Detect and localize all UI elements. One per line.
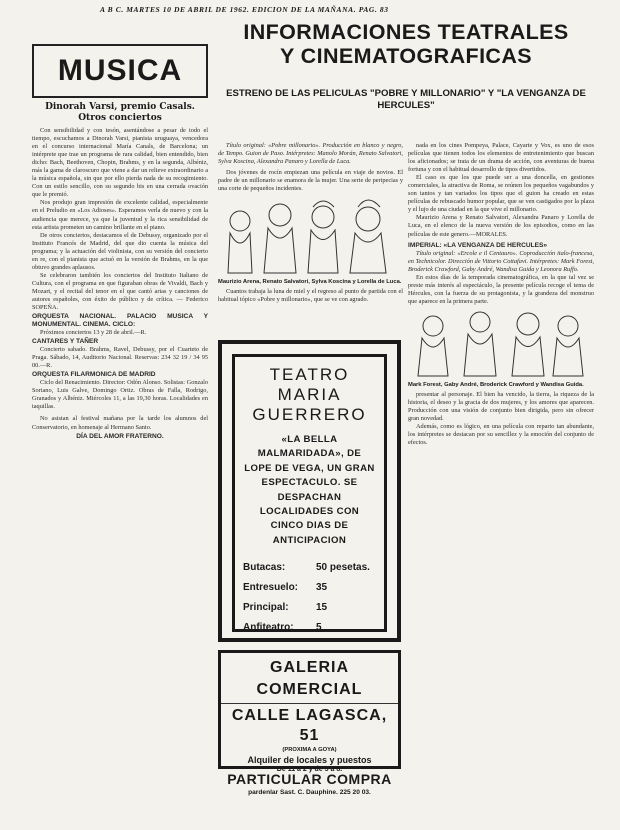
concert-heading: ORQUESTA NACIONAL. PALACIO MUSICA Y MONUMENTAL. CINEMA. CICLO: [32, 313, 208, 329]
concert-text: Ciclo del Renacimiento. Director: Odón Alonso. Solistas: Gonzalo Soriano, Luis Galve, Domingo Ortiz. Obras de Falla, Rodrigo, Granados y Albéniz. Miércoles 11, a las 19,30 horas. Localidades en taquillas. [32, 379, 208, 411]
price-row [243, 598, 376, 618]
page-header: A B C. MARTES 10 DE ABRIL DE 1962. EDICION DE LA MAÑANA. PAG. 83 [100, 5, 389, 14]
concert-text: Concierto sabado. Brahms, Ravel, Debussy, por el Cuarteto de Praga. Sábado, 14, Auditorio Nacional. Reservas: 234 32 19 / 34 95 00.—R. [32, 346, 208, 370]
film-intro-text: Dos jóvenes de rocín empiezan una película en viaje de novios. El padre de un millonario se enamora de la mujer. Una serie de peripecias y una corte de pequeños incidentes. [218, 169, 403, 193]
music-paragraph: De otros conciertos, destacamos el de Debussy, organizado por el Instituto Francés de Madrid, del que dio cuenta la música del programa; y la actuación del violinista, con su versión del concierto en re, con el pianista que actuó en la versión de Brahms, en la que obtuvo grandes aplausos. [32, 231, 208, 271]
price-label: Butacas: [243, 562, 286, 574]
price-label: Entresuelo: [243, 582, 299, 594]
hercules-sketch [408, 306, 594, 378]
headline-line: INFORMACIONES TEATRALES [243, 20, 569, 44]
film-after-text: Cuantos trabaja la luna de miel y el regreso al punto de partida con el habitual tópico «Pobre y millonario», que se ve con agrado. [218, 288, 403, 304]
headline-line: Y CINEMATOGRAFICAS [279, 44, 533, 68]
divider [221, 703, 398, 704]
imperial-heading: IMPERIAL: «LA VENGANZA DE HERCULES» [408, 241, 548, 249]
galeria-advert [218, 650, 401, 773]
right-paragraph: Maurizio Arena y Renato Salvatori, Alexandra Panaro y Lorella de Luca, en el elenco de la nueva versión de los episodios, como en las películas de este genero.—MORALES. [408, 214, 594, 238]
galeria-address: CALLE LAGASCA, 51 [231, 707, 388, 744]
imperial-credits: Título original: «Ercole e il Centauro». Coproducción italo-francesa, en Technicolor. Dirección de Vittorio Cottafavi. Intérpretes: Mark Forest, Broderick Crawford, Gaby André, Wandisa Guida y Leonora Ruffo. [408, 249, 594, 273]
article-subtitle: ESTRENO DE LAS PELICULAS "POBRE Y MILLONARIO" Y "LA VENGANZA DE HERCULES" [226, 88, 586, 111]
film-after [218, 288, 403, 304]
price-label: Anfiteatro: [243, 622, 294, 634]
price-value: 35 [316, 582, 328, 594]
film-credits [218, 142, 403, 166]
music-paragraph: Nos produjo gran impresión de excelente calidad, especialmente en el Preludio en «Los Adioses». Esperamos verla de nuevo y con la audiencia que merece, ya que la juventud y la rica sensibilidad de esta artista prometen un camino brillante en el piano. [32, 199, 208, 231]
price-value: 15 [316, 602, 328, 614]
film-credits-text: Título original: «Pobre millonario». Producción en blanco y negro, de Tempo. Guion de Paso. Intérpretes: Manolo Morán, Renato Salvatori, Sylva Koscina, Alexandra Panaro y Lorella de Luca. [218, 142, 403, 166]
right-paragraph: En estos días de la temporada cinematográfica, en la que tal vez se preste más interés al espectáculo, la presente película recoge el tema de Hércules, con la fuerza de su protagonista, y la grandeza del monstruo que aparece en la primera parte. [408, 273, 594, 305]
right-paragraph: Además, como es lógico, en una película con reparto tan abundante, los intérpretes se destacan por su sencillez y la emoción del conjunto de efectos. [408, 423, 594, 447]
music-article [32, 127, 208, 441]
teatro-advert-inner [232, 354, 387, 632]
teatro-advert [218, 340, 401, 642]
theatre-name [243, 365, 376, 425]
galeria-title: GALERIA COMERCIAL [256, 659, 363, 698]
actors-sketch [218, 193, 403, 275]
price-row [243, 618, 376, 638]
concert-heading: ORQUESTA FILARMONICA DE MADRID [32, 371, 156, 379]
right-article [408, 142, 594, 306]
galeria-location-note: (PROXIMA A GOYA) [282, 747, 337, 753]
concert-heading: CANTARES Y TAÑER [32, 338, 99, 346]
concert-text: Próximos conciertos 13 y 28 de abril.—R. [40, 329, 147, 337]
section-headline [218, 20, 594, 68]
right-paragraph: nada en los cines Pompeya, Palace, Cayarte y Vox, es uno de esos películas que tienen todos los elementos de entretenimiento que buscan los aficionados; se trata de un drama de acción, con aventuras de buena fortuna y con el habitual desarrollo de tipos divertidos. [408, 142, 594, 174]
galeria-offer: Alquiler de locales y puestos [247, 755, 372, 765]
music-section-title: MUSICA [57, 54, 183, 87]
music-paragraph: Se celebraron también los conciertos del Instituto Italiano de Cultura, con el programa en que figuraban obras de Vivaldi, Bach y Mozart, y el recital del tenor en el que cantó arias y canciones de autores españoles, con éxito de público y de crítica. — Federico SOPEÑA. [32, 271, 208, 312]
music-subtitle: Dinorah Varsi, premio Casals. Otros conciertos [45, 102, 195, 123]
price-row [243, 578, 376, 598]
galeria-hours: De 11 a 2 y de 5 a 8. [276, 766, 343, 773]
right-review-column [408, 142, 594, 447]
theatre-name-line: MARIA GUERRERO [252, 385, 367, 424]
particular-title: PARTICULAR COMPRA [227, 771, 392, 787]
sketch-caption: Maurizio Arena, Renato Salvatori, Sylva Koscina y Lorella de Luca. [218, 279, 402, 286]
music-column [32, 44, 208, 441]
price-row [243, 558, 376, 578]
closing-note: No asistan al festival mañana por la tarde los alumnos del Conservatorio, en homenaje al Hermano Santo. [32, 415, 208, 431]
particular-text: pardenlar Sast. C. Dauphine. 225 20 03. [248, 789, 371, 796]
price-label: Principal: [243, 602, 289, 614]
price-value: 50 pesetas. [316, 562, 370, 574]
right-article-cont [408, 391, 594, 447]
right-paragraph: El caso es que los que puede ser a una doncella, en gestiones comerciales, la atractiva de Roma, se reúnen los pequeños vagabundos y son tantos y tan variados los tipos que el guion ha creado en estas películas de rebuscado humor popular, que se ven castigados por la plaza y el lujo de una ciudad en la que vive el millonario. [408, 174, 594, 214]
price-list [243, 558, 376, 638]
music-paragraph: Con sensibilidad y con tesón, asentándose a pesar de todo el tiempo, escuchamos a Dinorah Varsi, pianista uruguaya, vencedora en el concurso internacional María Canals, de Barcelona; un intérprete que trae un programa de rara calidad, bien entendido, bien dicho: Bach, Beethoven, Chopin, Brahms, y en la segunda, Albéniz, más la gama de claroscuro que viene a dar un relieve extraordinario a la música española, sin que por ello pierda nada de su recogimiento. Con un estilo sencillo, con su segundo bis en una cerrada ovación que le premió. [32, 127, 208, 199]
film-review-column [218, 142, 403, 304]
particular-advert [218, 771, 401, 797]
price-value: 5 [316, 622, 322, 634]
closing-sign: DÍA DEL AMOR FRATERNO. [76, 432, 164, 440]
play-announcement: «LA BELLA MALMARIDADA», DE LOPE DE VEGA, UN GRAN ESPECTACULO. SE DESPACHAN LOCALIDADES CON CINCO DIAS DE ANTICIPACION [244, 434, 375, 546]
theatre-name-line: TEATRO [269, 365, 350, 384]
music-section-banner [32, 44, 208, 98]
right-paragraph: presentar al personaje. El bien ha vencido, la tierra, la riqueza de la historia, el deseo y la gracia de dos mujeres, y los amores que aparecen. Producción con una visión de conjunto bien dirigida, pero sin ofrecer gran novedad. [408, 390, 594, 423]
hercules-caption: Mark Forest, Gaby André, Broderick Crawford y Wandisa Guida. [408, 381, 584, 388]
film-intro [218, 169, 403, 193]
